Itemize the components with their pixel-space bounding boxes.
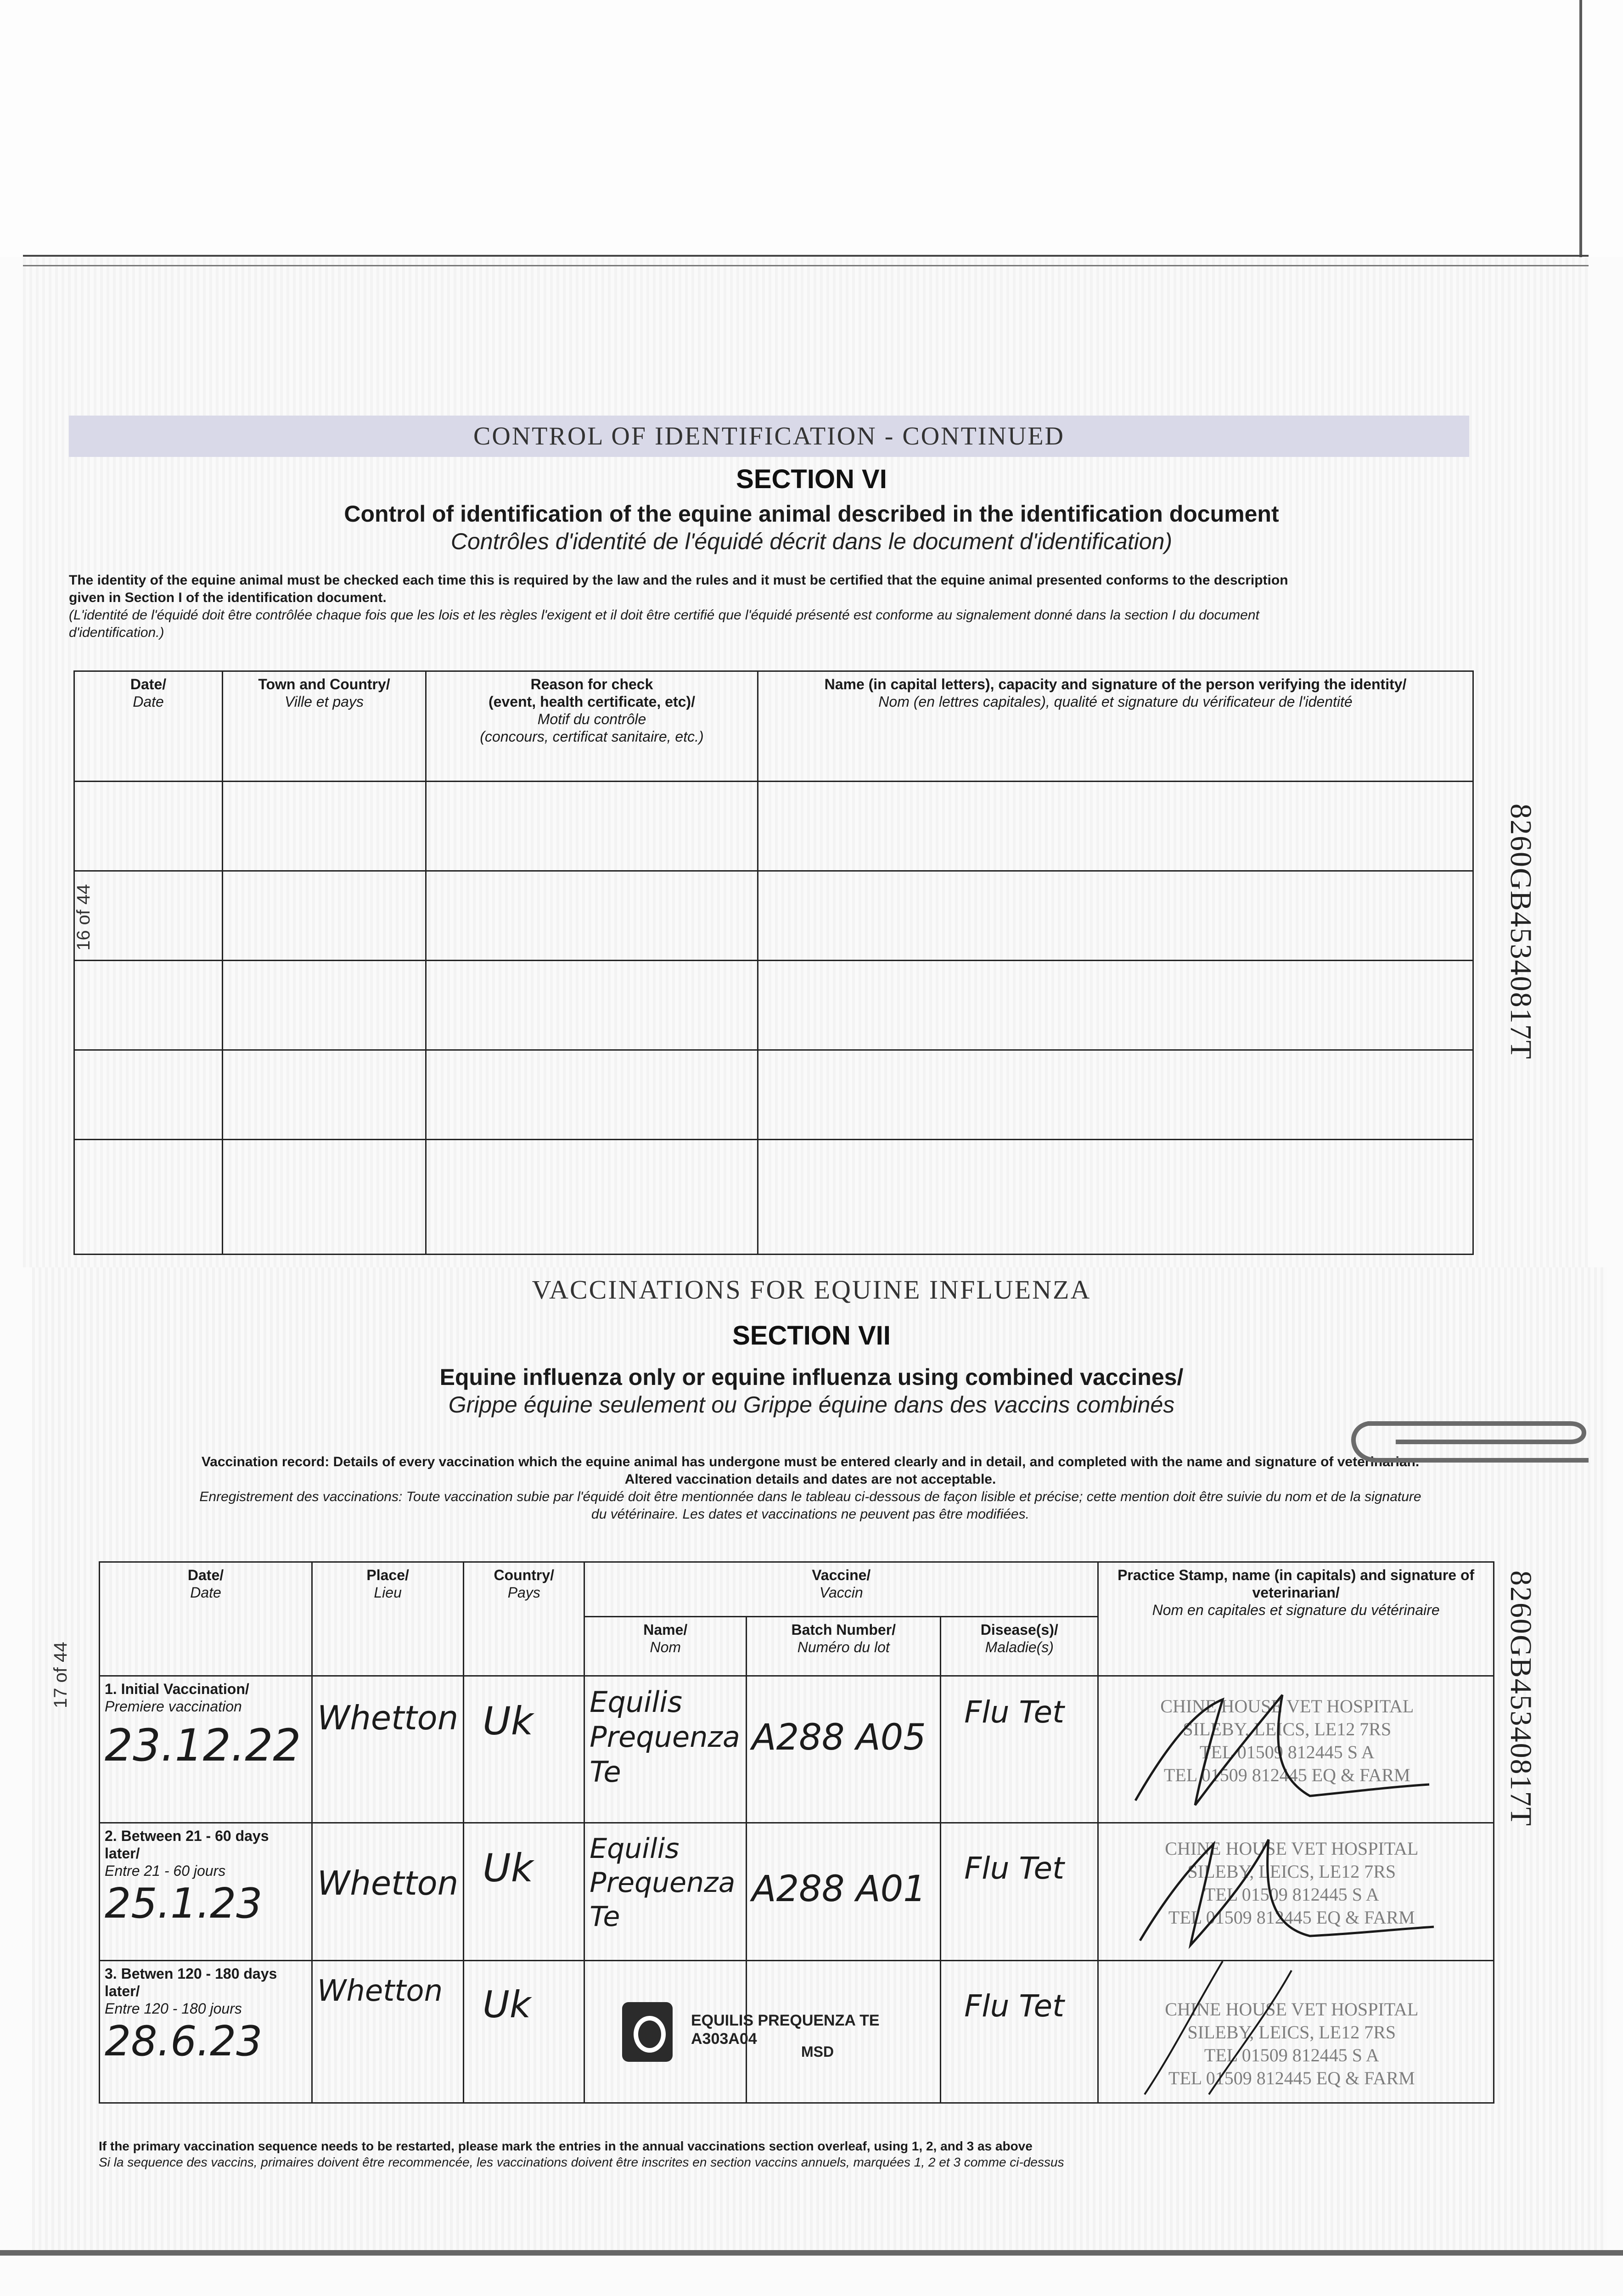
section6-intro-en-1: The identity of the equine animal must be checked each time this is required by the law and the rules and it must be certified that the equine animal presented conforms to the description	[69, 573, 1288, 588]
cell[interactable]	[758, 1140, 1473, 1255]
vcol-name	[584, 1617, 747, 1676]
col-date-fr: Date	[133, 693, 164, 710]
row1-stamp-cell[interactable]	[1098, 1676, 1494, 1823]
paper-clip	[1341, 1396, 1598, 1465]
cell[interactable]	[426, 871, 758, 961]
vcol-country-en: Country/	[494, 1567, 555, 1583]
cell[interactable]	[223, 1050, 426, 1140]
identity-row-5	[74, 1140, 1473, 1255]
row3-place-cell[interactable]	[312, 1961, 464, 2103]
cell[interactable]	[758, 782, 1473, 871]
scan-top-margin	[0, 0, 1623, 257]
vcol-date-en: Date/	[187, 1567, 224, 1583]
col-verifier-fr: Nom (en lettres capitales), qualité et signature du vérificateur de l'identité	[878, 693, 1353, 710]
cell[interactable]	[74, 1140, 223, 1255]
row2-label-en: 2. Between 21 - 60 days later/	[105, 1828, 269, 1862]
identity-row-1	[74, 782, 1473, 871]
row1-batch: A288 A05	[752, 1717, 926, 1758]
cell[interactable]	[758, 961, 1473, 1050]
row2-date: 25.1.23	[105, 1880, 263, 1928]
row2-name-cell[interactable]	[584, 1823, 747, 1961]
row2-stamp-cell[interactable]	[1098, 1823, 1494, 1961]
cell[interactable]	[758, 1050, 1473, 1140]
row2-label-fr: Entre 21 - 60 jours	[105, 1863, 226, 1879]
row3-place: Whetton	[317, 1974, 443, 2008]
row1-label	[105, 1680, 307, 1715]
col-reason-en-1: Reason for check	[530, 676, 653, 692]
vcol-disease	[941, 1617, 1098, 1676]
row2-date-cell[interactable]	[100, 1823, 312, 1961]
stamp-line-4: TEL 01509 812445 EQ & FARM	[1168, 1907, 1415, 1928]
row1-country-cell[interactable]	[464, 1676, 584, 1823]
col-reason	[426, 671, 758, 782]
section7-title: SECTION VII	[732, 1321, 891, 1351]
vcol-batch-fr: Numéro du lot	[797, 1639, 890, 1655]
vaccination-row-1	[100, 1676, 1494, 1823]
serial-number-lower: 8260GB45340817T	[1504, 1570, 1538, 1827]
row2-country-cell[interactable]	[464, 1823, 584, 1961]
stamp-line-3: TEL 01509 812445 S A	[1204, 1884, 1379, 1905]
stamp-line-1: CHINE HOUSE VET HOSPITAL	[1165, 1999, 1419, 2020]
identity-row-3	[74, 961, 1473, 1050]
row2-place-cell[interactable]	[312, 1823, 464, 1961]
cell[interactable]	[426, 782, 758, 871]
vcol-date	[100, 1562, 312, 1676]
section7-record-en-2: Altered vaccination details and dates are not acceptable.	[624, 1472, 996, 1487]
row1-date-cell[interactable]	[100, 1676, 312, 1823]
row1-signature	[1117, 1681, 1438, 1819]
cell[interactable]	[426, 1140, 758, 1255]
section6-subtitle-fr: Contrôles d'identité de l'équidé décrit dans le document d'identification)	[450, 529, 1173, 554]
vcol-disease-fr: Maladie(s)	[985, 1639, 1054, 1655]
row1-vaccine-name: Equilis Prequenza Te	[590, 1685, 740, 1789]
page-number-17: 17 of 44	[51, 1642, 71, 1708]
row2-vaccine-name: Equilis Prequenza Te	[590, 1833, 736, 1933]
vcol-country-fr: Pays	[507, 1584, 540, 1601]
section7-subtitle-en: Equine influenza only or equine influenza using combined vaccines/	[439, 1364, 1184, 1390]
row1-name-cell[interactable]	[584, 1676, 747, 1823]
col-town-en: Town and Country/	[258, 676, 390, 692]
cell[interactable]	[223, 871, 426, 961]
sticker-batch: A303A04	[691, 2030, 757, 2048]
row2-batch-cell[interactable]	[747, 1823, 941, 1961]
cell[interactable]	[223, 782, 426, 871]
vcol-batch	[747, 1617, 941, 1676]
section7-banner: VACCINATIONS FOR EQUINE INFLUENZA	[532, 1275, 1091, 1305]
section6-banner	[69, 416, 1469, 457]
section6-subtitle-en: Control of identification of the equine animal described in the identification document	[344, 501, 1279, 527]
section7-record-fr-2: du vétérinaire. Les dates et vaccinations ne peuvent pas être modifiées.	[591, 1507, 1029, 1522]
vcol-practice-stamp	[1098, 1562, 1494, 1676]
vcol-vaccine-en: Vaccine/	[812, 1567, 871, 1583]
row2-disease-cell[interactable]	[941, 1823, 1098, 1961]
row1-disease: Flu Tet	[964, 1694, 1065, 1730]
col-date	[74, 671, 223, 782]
col-reason-fr-1: Motif du contrôle	[537, 711, 646, 727]
col-verifier-en: Name (in capital letters), capacity and signature of the person verifying the identity/	[824, 676, 1407, 692]
vaccine-logo-icon	[622, 2002, 673, 2062]
cell[interactable]	[426, 961, 758, 1050]
col-verifier	[758, 671, 1473, 782]
cell[interactable]	[74, 961, 223, 1050]
section6-intro-fr-2: d'identification.)	[69, 625, 164, 640]
cell[interactable]	[74, 782, 223, 871]
vaccine-batch-sticker	[622, 1988, 907, 2071]
stamp-line-1: CHINE HOUSE VET HOSPITAL	[1160, 1696, 1414, 1716]
identity-check-table	[73, 670, 1474, 1255]
vcol-place	[312, 1562, 464, 1676]
section6-intro-en-2: given in Section I of the identification document.	[69, 590, 387, 605]
stamp-line-3: TEL 01509 812445 S A	[1199, 1742, 1375, 1762]
vaccination-header-row-1	[100, 1562, 1494, 1617]
cell[interactable]	[223, 961, 426, 1050]
row2-country: Uk	[483, 1846, 534, 1891]
section7-record-en: Vaccination record: Details of every vaccination which the equine animal has undergone must be entered clearly and in detail, and completed with the name and signature of veterinarian.	[201, 1454, 1420, 1469]
row3-signature	[1117, 1961, 1438, 2099]
vcol-place-fr: Lieu	[374, 1584, 402, 1601]
section6-title: SECTION VI	[736, 464, 887, 494]
cell[interactable]	[223, 1140, 426, 1255]
identity-row-4	[74, 1050, 1473, 1140]
row3-country: Uk	[483, 1983, 531, 2026]
row3-date: 28.6.23	[105, 2017, 263, 2065]
row3-label-fr: Entre 120 - 180 jours	[105, 2000, 242, 2017]
section6-banner-text: CONTROL OF IDENTIFICATION - CONTINUED	[473, 422, 1065, 450]
row3-date-cell[interactable]	[100, 1961, 312, 2103]
row2-batch: A288 A01	[752, 1868, 926, 1910]
vcol-stamp-fr: Nom en capitales et signature du vétérinaire	[1152, 1602, 1440, 1618]
stamp-line-4: TEL 01509 812445 EQ & FARM	[1168, 2068, 1415, 2088]
row1-batch-cell[interactable]	[747, 1676, 941, 1823]
stamp-line-3: TEL 01509 812445 S A	[1204, 2045, 1379, 2065]
section7-record-fr-1: Enregistrement des vaccinations: Toute vaccination subie par l'équidé doit être mentionnée dans le tableau ci-dessous de façon lisible et précise; cette mention doit être suivie du nom et de la signature	[199, 1489, 1421, 1504]
col-date-en: Date/	[130, 676, 167, 692]
sticker-text	[691, 2011, 880, 2048]
vcol-vaccine-fr: Vaccin	[819, 1584, 863, 1601]
vcol-vaccine	[584, 1562, 1098, 1617]
stamp-line-2: SILEBY, LEICS, LE12 7RS	[1187, 1861, 1396, 1882]
stamp-line-2: SILEBY, LEICS, LE12 7RS	[1187, 2022, 1396, 2043]
vcol-country	[464, 1562, 584, 1676]
row3-country-cell[interactable]	[464, 1961, 584, 2103]
section7-footnote-fr: Si la sequence des vaccins, primaires doivent être recommencée, les vaccinations doivent être inscrites en section vaccins annuels, marquées 1, 2 et 3 comme ci-dessus	[99, 2155, 1064, 2169]
page-number-16: 16 of 44	[73, 884, 94, 951]
identity-table-header	[74, 671, 1473, 782]
row1-place-cell[interactable]	[312, 1676, 464, 1823]
vcol-date-fr: Date	[190, 1584, 221, 1601]
row1-label-en: 1. Initial Vaccination/	[105, 1681, 249, 1697]
row2-label	[105, 1827, 307, 1880]
row2-place: Whetton	[317, 1864, 459, 1902]
vcol-stamp-en-1: Practice Stamp, name (in capitals) and signature of	[1118, 1567, 1475, 1583]
row1-country: Uk	[483, 1699, 534, 1744]
row1-place: Whetton	[317, 1699, 459, 1737]
row1-disease-cell[interactable]	[941, 1676, 1098, 1823]
col-reason-en-2: (event, health certificate, etc)/	[489, 693, 695, 710]
serial-number-upper: 8260GB45340817T	[1504, 804, 1538, 1060]
stamp-line-4: TEL 01509 812445 EQ & FARM	[1163, 1765, 1410, 1785]
row3-label	[105, 1965, 307, 2017]
sticker-product: EQUILIS PREQUENZA TE	[691, 2012, 880, 2029]
section7-subtitle-fr: Grippe équine seulement ou Grippe équine dans des vaccins combinés	[448, 1392, 1175, 1418]
vcol-place-en: Place/	[366, 1567, 409, 1583]
row3-disease-cell[interactable]	[941, 1961, 1098, 2103]
col-reason-fr-2: (concours, certificat sanitaire, etc.)	[480, 728, 704, 745]
cell[interactable]	[426, 1050, 758, 1140]
row3-stamp-cell[interactable]	[1098, 1961, 1494, 2103]
row2-disease: Flu Tet	[964, 1851, 1065, 1886]
identity-row-2	[74, 871, 1473, 961]
cell[interactable]	[74, 1050, 223, 1140]
col-town	[223, 671, 426, 782]
vcol-disease-en: Disease(s)/	[980, 1621, 1058, 1638]
row2-signature	[1117, 1826, 1438, 1959]
cell[interactable]	[758, 871, 1473, 961]
vcol-name-en: Name/	[643, 1621, 688, 1638]
vcol-batch-en: Batch Number/	[791, 1621, 896, 1638]
row3-disease: Flu Tet	[964, 1988, 1065, 2024]
stamp-line-2: SILEBY, LEICS, LE12 7RS	[1183, 1719, 1392, 1739]
vcol-stamp-en-2: veterinarian/	[1252, 1584, 1340, 1601]
row3-label-en: 3. Betwen 120 - 180 days later/	[105, 1965, 277, 1999]
row1-label-fr: Premiere vaccination	[105, 1698, 242, 1715]
vaccination-row-2	[100, 1823, 1494, 1961]
cell[interactable]	[74, 871, 223, 961]
page-binding-rule	[23, 255, 1589, 266]
row1-date: 23.12.22	[105, 1720, 301, 1771]
section6-intro-fr-1: (L'identité de l'équidé doit être contrôlée chaque fois que les lois et les règles l'exigent et il doit être certifié que l'équidé présenté est conforme au signalement donné dans la section I du document	[69, 608, 1259, 623]
scan-bottom-edge	[0, 2250, 1623, 2256]
col-town-fr: Ville et pays	[285, 693, 364, 710]
msd-logo: MSD	[801, 2043, 834, 2060]
stamp-line-1: CHINE HOUSE VET HOSPITAL	[1165, 1838, 1419, 1859]
section7-footnote-en: If the primary vaccination sequence needs to be restarted, please mark the entries in the annual vaccinations section overleaf, using 1, 2, and 3 as above	[99, 2139, 1033, 2153]
vcol-name-fr: Nom	[650, 1639, 681, 1655]
